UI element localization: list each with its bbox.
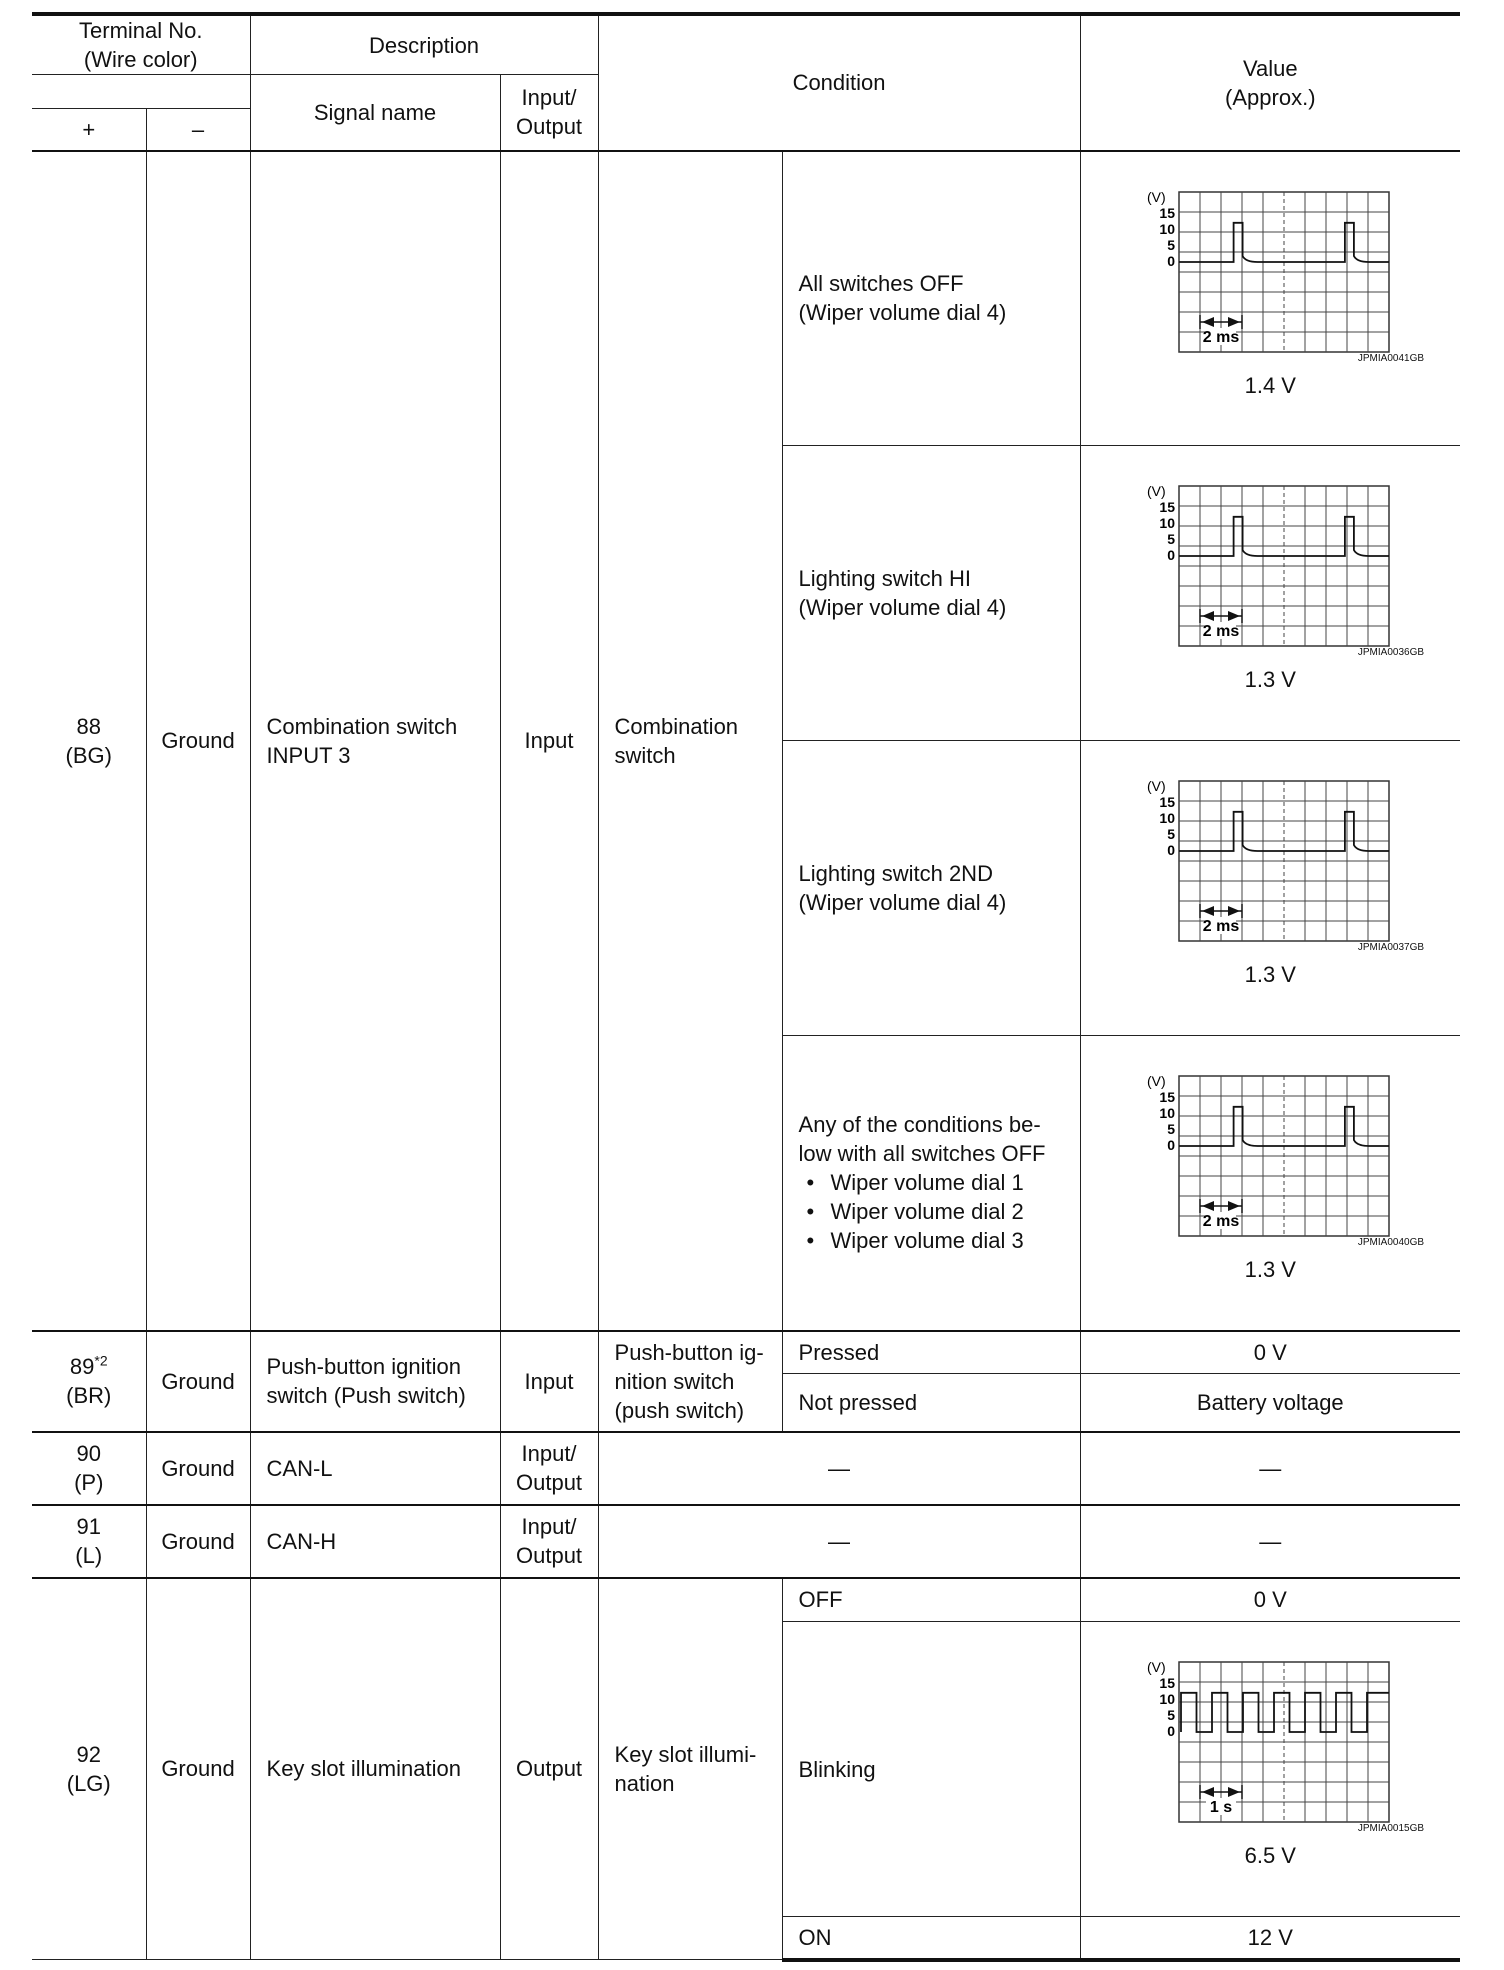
- scope-tick-label: 10: [1159, 515, 1176, 531]
- signal-89: Push-button ignition switch (Push switch): [250, 1331, 500, 1432]
- io-92: Output: [500, 1578, 598, 1960]
- value-88-4: [1080, 1036, 1460, 1331]
- subcondition-89-1: Pressed: [782, 1331, 1080, 1374]
- ground-92: Ground: [146, 1578, 250, 1960]
- condition-header: Condition: [598, 14, 1080, 151]
- terminal-no-header: Terminal No. (Wire color): [32, 14, 250, 75]
- scope-tick-label: 0: [1167, 842, 1176, 858]
- terminal-table-page: [32, 12, 1460, 1952]
- signal-90: CAN-L: [250, 1432, 500, 1505]
- io-88: Input: [500, 151, 598, 1331]
- condition-90: —: [598, 1432, 1080, 1505]
- list-item: • Wiper volume dial 1: [807, 1168, 1080, 1197]
- scope-tick-label: 0: [1167, 1137, 1176, 1153]
- terminal-89: 89$^{*2}$ (BR): [32, 1331, 146, 1432]
- terminal-90: 90 (P): [32, 1432, 146, 1505]
- value-90: —: [1080, 1432, 1460, 1505]
- condition-92: Key slot illumi- nation: [598, 1578, 782, 1960]
- figure-code-1: JPMIA0041GB: [1357, 352, 1425, 364]
- value-91: —: [1080, 1505, 1460, 1578]
- scope-tick-label: 0: [1167, 547, 1176, 563]
- condition-88: Combination switch: [598, 151, 782, 1331]
- io-header: Input/ Output: [500, 75, 598, 151]
- ground-90: Ground: [146, 1432, 250, 1505]
- signal-88: Combination switch INPUT 3: [250, 151, 500, 1331]
- scope-unit-label: (V): [1147, 1659, 1166, 1675]
- scope-tick-label: 0: [1167, 1723, 1176, 1739]
- scope-unit-label: (V): [1147, 1073, 1166, 1089]
- value-92-3: 12 V: [1080, 1917, 1460, 1960]
- voltage-value-1: 1.4 V: [1244, 372, 1296, 398]
- oscilloscope-waveform-1: [1145, 182, 1395, 357]
- value-header: Value (Approx.): [1080, 14, 1460, 151]
- scope-tick-label: 5: [1167, 531, 1176, 547]
- io-91: Input/ Output: [500, 1505, 598, 1578]
- subcondition-89-2: Not pressed: [782, 1374, 1080, 1432]
- condition-91: —: [598, 1505, 1080, 1578]
- voltage-value-3: 1.3 V: [1244, 962, 1296, 987]
- scope-tick-label: 10: [1159, 220, 1176, 237]
- oscilloscope-waveform-4: [1145, 1066, 1395, 1241]
- scope-tick-label: 15: [1159, 499, 1176, 515]
- subcondition-92-3: ON: [782, 1917, 1080, 1960]
- io-90: Input/ Output: [500, 1432, 598, 1505]
- scope-tick-label: 5: [1167, 1707, 1176, 1723]
- time-division-label: 2 ms: [1203, 623, 1240, 640]
- scope-tick-label: 0: [1167, 252, 1176, 269]
- signal-92: Key slot illumination: [250, 1578, 500, 1960]
- scope-tick-label: 10: [1159, 810, 1176, 826]
- oscilloscope-waveform-3: [1145, 771, 1395, 946]
- figure-code-3: JPMIA0037GB: [1357, 942, 1425, 953]
- list-item: • Wiper volume dial 2: [807, 1197, 1080, 1226]
- value-88-1: [1080, 151, 1460, 446]
- terminal-88: 88 (BG): [32, 151, 146, 1331]
- subcondition-92-2: Blinking: [782, 1622, 1080, 1917]
- voltage-value-5: 6.5 V: [1244, 1843, 1296, 1868]
- terminal-92: 92 (LG): [32, 1578, 146, 1960]
- scope-tick-label: 5: [1167, 236, 1176, 253]
- io-89: Input: [500, 1331, 598, 1432]
- scope-tick-label: 5: [1167, 1121, 1176, 1137]
- terminal-spacer: [32, 75, 250, 109]
- oscilloscope-waveform-2: [1145, 476, 1395, 651]
- time-division-label: 2 ms: [1203, 1213, 1240, 1230]
- scope-tick-label: 10: [1159, 1691, 1176, 1707]
- minus-header: –: [146, 109, 250, 151]
- scope-tick-label: 15: [1159, 794, 1176, 810]
- time-division-label: 1 s: [1210, 1799, 1233, 1816]
- time-division-label: 2 ms: [1203, 328, 1240, 346]
- scope-unit-label: (V): [1147, 778, 1166, 794]
- value-92-1: 0 V: [1080, 1578, 1460, 1622]
- subcondition-88-2: Lighting switch HI (Wiper volume dial 4): [782, 446, 1080, 741]
- terminal-table: [32, 12, 1460, 1962]
- terminal-91: 91 (L): [32, 1505, 146, 1578]
- subcondition-88-3: Lighting switch 2ND (Wiper volume dial 4): [782, 741, 1080, 1036]
- scope-tick-label: 5: [1167, 826, 1176, 842]
- list-item: • Wiper volume dial 3: [807, 1226, 1080, 1255]
- scope-tick-label: 15: [1159, 1675, 1176, 1691]
- value-88-3: [1080, 741, 1460, 1036]
- figure-code-4: JPMIA0040GB: [1357, 1237, 1425, 1248]
- scope-tick-label: 15: [1159, 1089, 1176, 1105]
- signal-91: CAN-H: [250, 1505, 500, 1578]
- scope-unit-label: (V): [1147, 483, 1166, 499]
- signal-name-header: Signal name: [250, 75, 500, 151]
- voltage-value-4: 1.3 V: [1244, 1257, 1296, 1282]
- subcondition-88-1: All switches OFF (Wiper volume dial 4): [782, 151, 1080, 446]
- value-89-1: 0 V: [1080, 1331, 1460, 1374]
- scope-tick-label: 15: [1159, 204, 1176, 221]
- subcondition-88-4: Any of the conditions be- low with all switches OFF • Wiper volume dial 1 • Wiper volume dial 2 • Wiper volume dial 3: [782, 1036, 1080, 1331]
- oscilloscope-waveform-5: [1145, 1652, 1395, 1827]
- ground-88: Ground: [146, 151, 250, 1331]
- figure-code-2: JPMIA0036GB: [1357, 647, 1425, 658]
- ground-91: Ground: [146, 1505, 250, 1578]
- description-header: Description: [250, 14, 598, 75]
- value-89-2: Battery voltage: [1080, 1374, 1460, 1432]
- ground-89: Ground: [146, 1331, 250, 1432]
- time-division-label: 2 ms: [1203, 918, 1240, 935]
- scope-tick-label: 10: [1159, 1105, 1176, 1121]
- wiper-dial-list: [799, 1168, 1080, 1255]
- value-88-2: [1080, 446, 1460, 741]
- scope-unit-label: (V): [1147, 188, 1166, 205]
- voltage-value-2: 1.3 V: [1244, 667, 1296, 692]
- figure-code-5: JPMIA0015GB: [1357, 1823, 1425, 1834]
- plus-header: +: [32, 109, 146, 151]
- value-92-2: [1080, 1622, 1460, 1917]
- subcondition-92-1: OFF: [782, 1578, 1080, 1622]
- condition-89: Push-button ig- nition switch (push switch): [598, 1331, 782, 1432]
